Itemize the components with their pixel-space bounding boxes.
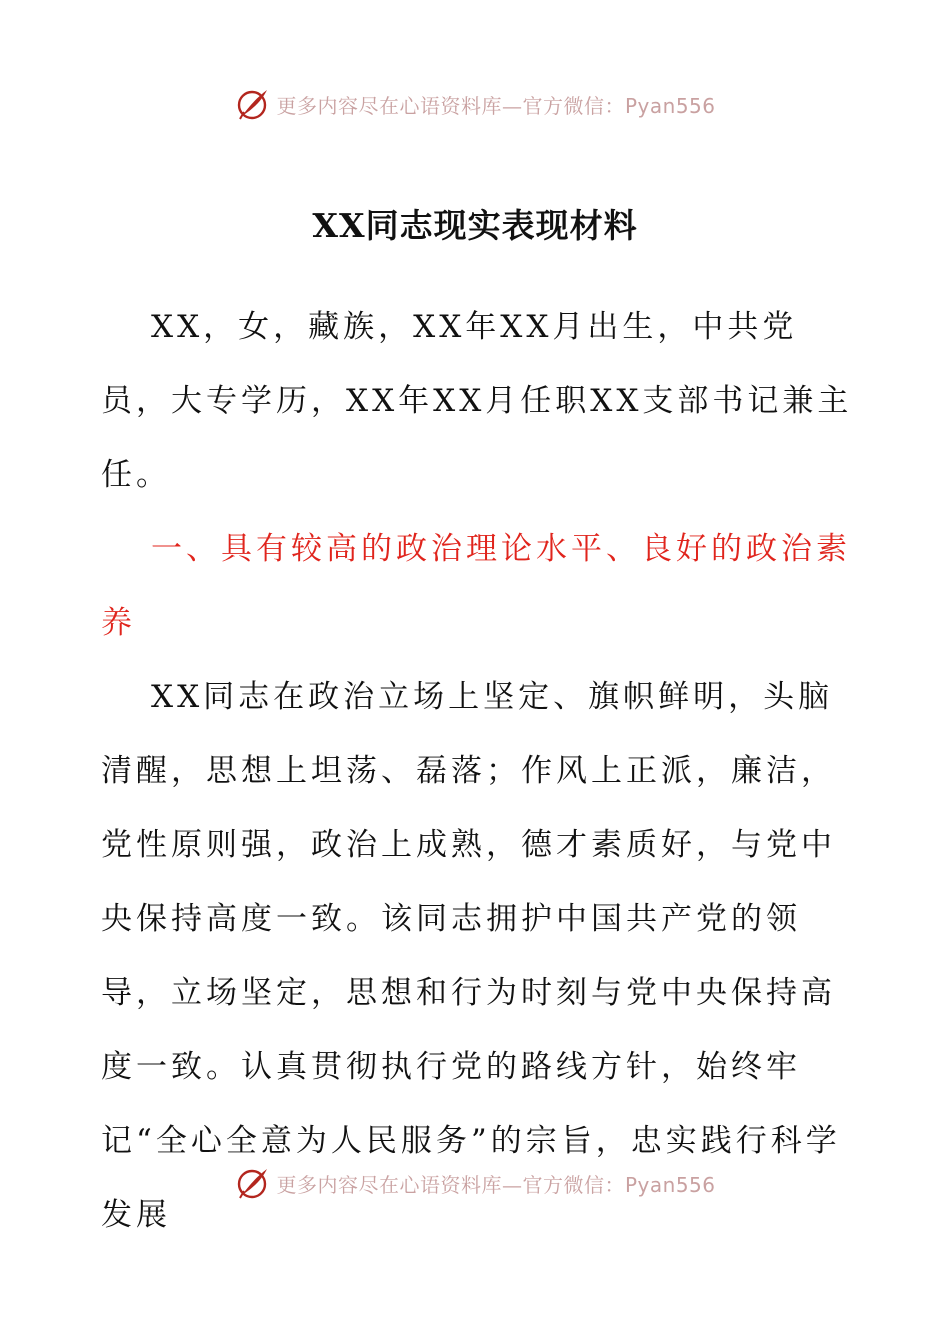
footer-banner-content	[234, 1165, 715, 1201]
quill-pen-logo-icon	[234, 1165, 270, 1201]
footer-banner	[0, 1163, 950, 1203]
quill-pen-logo-icon	[234, 86, 270, 122]
header-banner-content	[234, 86, 715, 122]
banner-wechat-handle: Pyan556	[624, 1172, 716, 1197]
document-body	[101, 290, 861, 1252]
banner-text	[276, 1169, 715, 1198]
banner-wechat-handle: Pyan556	[624, 93, 716, 118]
banner-text	[276, 90, 715, 119]
banner-slogan: 更多内容尽在心语资料库—官方微信：	[276, 1172, 625, 1197]
banner-slogan: 更多内容尽在心语资料库—官方微信：	[276, 93, 625, 118]
intro-paragraph: XX，女，藏族，XX年XX月出生，中共党员，大专学历，XX年XX月任职XX支部书记兼主任。	[101, 309, 853, 493]
section-paragraph: XX同志在政治立场上坚定、旗帜鲜明，头脑清醒，思想上坦荡、磊落；作风上正派，廉洁，党性原则强，政治上成熟，德才素质好，与党中央保持高度一致。该同志拥护中国共产党的领导，立场坚定，思想和行为时刻与党中央保持高度一致。认真贯彻执行党的路线方针，始终牢记“全心全意为人民服务”的宗旨，忠实践行科学发展	[101, 679, 841, 1233]
header-banner	[0, 84, 950, 124]
section-heading: 一、具有较高的政治理论水平、良好的政治素养	[101, 531, 851, 641]
document-title: XX同志现实表现材料	[312, 206, 638, 245]
